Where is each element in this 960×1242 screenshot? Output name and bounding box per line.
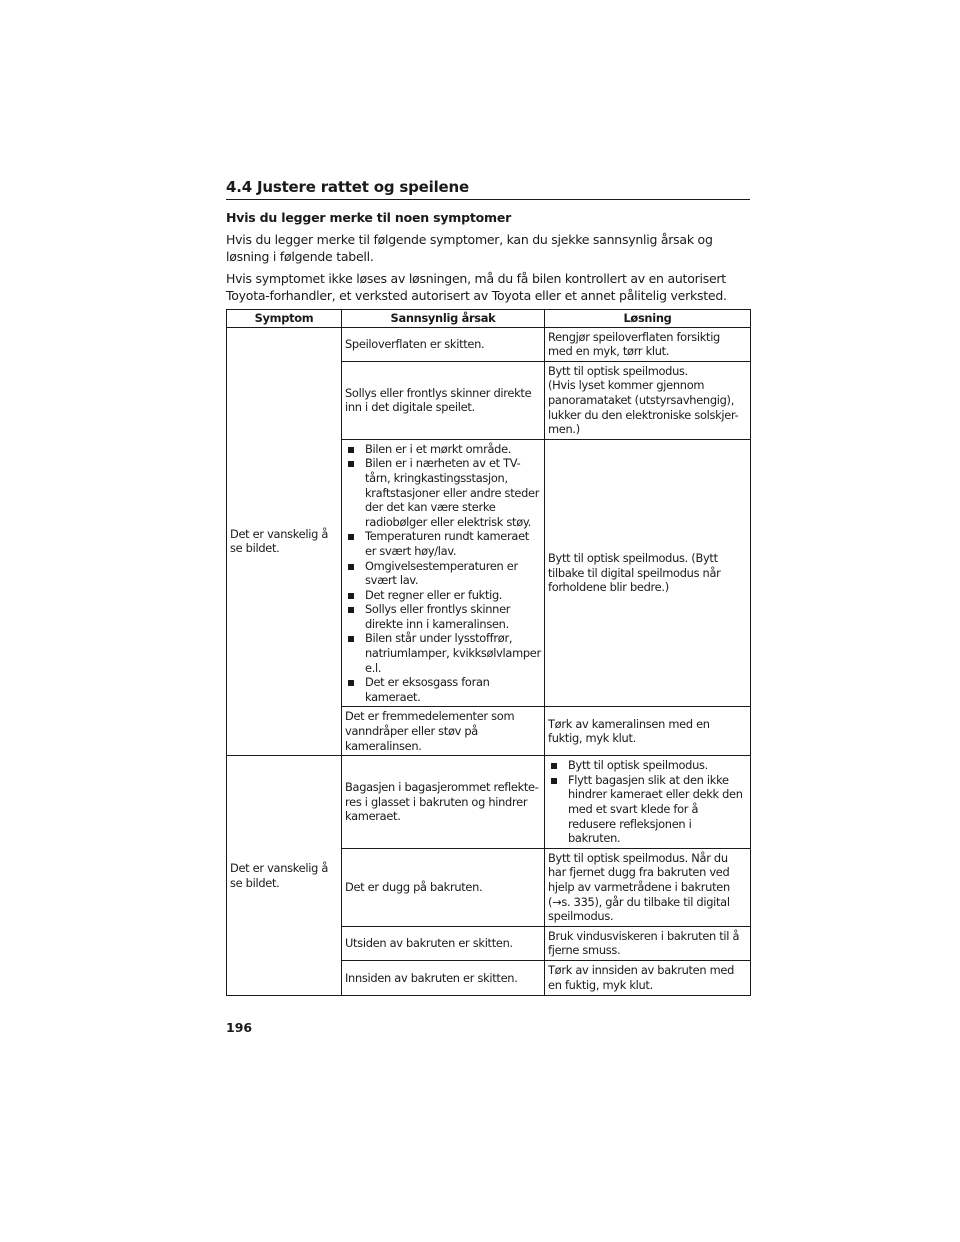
solution-cell: Bytt til optisk speilmodus. (Hvis lyset kommer gjennom panoramataket (utstyrsavhengig), lukker du den elektroniske solskjer-men.) bbox=[545, 361, 751, 439]
solution-cell: Tørk av innsiden av bakruten med en fuktig, myk klut. bbox=[545, 960, 751, 995]
subheading: Hvis du legger merke til noen symptomer bbox=[226, 210, 512, 225]
list-item: Bilen er i et mørkt område. bbox=[345, 442, 541, 457]
cause-cell: Speiloverflaten er skitten. bbox=[342, 327, 545, 361]
cause-cell: Bagasjen i bagasjerommet reflekte-res i glasset i bakruten og hindrer kameraet. bbox=[342, 756, 545, 849]
table-header-row bbox=[227, 310, 751, 328]
solution-cell: Bruk vindusviskeren i bakruten til å fjerne smuss. bbox=[545, 926, 751, 960]
list-item: Bytt til optisk speilmodus. bbox=[548, 758, 747, 773]
list-item: Det er eksosgass foran kameraet. bbox=[345, 675, 541, 704]
list-item: Omgivelsestemperaturen er svært lav. bbox=[345, 559, 541, 588]
solution-cell bbox=[545, 756, 751, 849]
list-item: Bilen står under lysstoffrør, natriumlamper, kvikksølvlamper e.l. bbox=[345, 631, 541, 675]
solution-cell: Bytt til optisk speilmodus. (Bytt tilbake til digital speilmodus når forholdene blir bedre.) bbox=[545, 439, 751, 707]
page-number: 196 bbox=[226, 1020, 253, 1035]
list-item: Bilen er i nærheten av et TV-tårn, kringkastingsstasjon, kraftstasjoner eller andre steder der det kan være sterke radiobølger eller elektrisk støy. bbox=[345, 456, 541, 529]
section-title: 4.4 Justere rattet og speilene bbox=[226, 178, 750, 200]
solution-list bbox=[548, 758, 747, 846]
table-row bbox=[227, 327, 751, 361]
intro-paragraph: Hvis du legger merke til følgende symptomer, kan du sjekke sannsynlig årsak og løsning i følgende tabell. bbox=[226, 232, 713, 264]
solution-cell: Bytt til optisk speilmodus. Når du har fjernet dugg fra bakruten ved hjelp av varmetrådene i bakruten (→s. 335), går du tilbake til digital speilmodus. bbox=[545, 848, 751, 926]
list-item: Det regner eller er fuktig. bbox=[345, 588, 541, 603]
solution-cell: Tørk av kameralinsen med en fuktig, myk klut. bbox=[545, 707, 751, 756]
list-item: Temperaturen rundt kameraet er svært høy/lav. bbox=[345, 529, 541, 558]
cause-cell: Det er dugg på bakruten. bbox=[342, 848, 545, 926]
cause-cell bbox=[342, 439, 545, 707]
symptom-cell: Det er vanskelig å se bildet. bbox=[227, 756, 342, 996]
table-row bbox=[227, 756, 751, 849]
header-symptom: Symptom bbox=[227, 310, 342, 328]
cause-cell: Sollys eller frontlys skinner direkte inn i det digitale speilet. bbox=[342, 361, 545, 439]
cause-cell: Innsiden av bakruten er skitten. bbox=[342, 960, 545, 995]
header-cause: Sannsynlig årsak bbox=[342, 310, 545, 328]
advice-paragraph: Hvis symptomet ikke løses av løsningen, må du få bilen kontrollert av en autorisert Toyota-forhandler, et verksted autorisert av Toyota eller et annet pålitelig verksted. bbox=[226, 271, 727, 303]
cause-cell: Utsiden av bakruten er skitten. bbox=[342, 926, 545, 960]
solution-cell: Rengjør speiloverflaten forsiktig med en myk, tørr klut. bbox=[545, 327, 751, 361]
list-item: Flytt bagasjen slik at den ikke hindrer kameraet eller dekk den med et svart klede for å redusere refleksjonen i bakruten. bbox=[548, 773, 747, 846]
symptom-table bbox=[226, 309, 751, 996]
symptom-cell: Det er vanskelig å se bildet. bbox=[227, 327, 342, 756]
cause-list bbox=[345, 442, 541, 705]
list-item: Sollys eller frontlys skinner direkte inn i kameralinsen. bbox=[345, 602, 541, 631]
cause-cell: Det er fremmedelementer som vanndråper eller støv på kameralinsen. bbox=[342, 707, 545, 756]
page-content bbox=[226, 178, 750, 996]
header-solution: Løsning bbox=[545, 310, 751, 328]
